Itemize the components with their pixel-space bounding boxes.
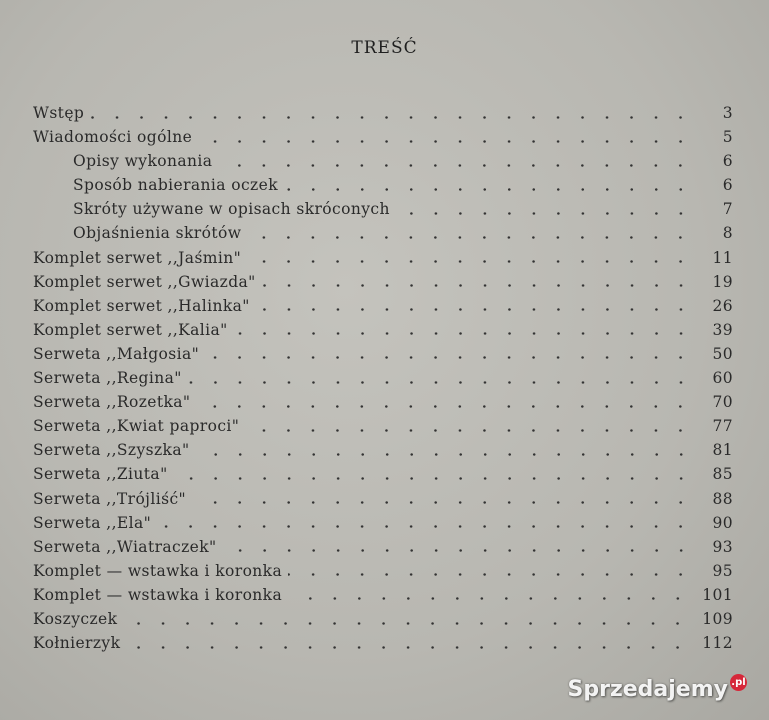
toc-entry [33, 511, 733, 535]
toc-entry [33, 221, 733, 245]
toc-entry-title: Serweta ,,Rozetka" [33, 393, 191, 412]
toc-entry-page: 26 [712, 296, 733, 315]
toc-entry [33, 197, 733, 221]
dot-leader [223, 549, 693, 552]
toc-entry [33, 342, 733, 366]
toc-entry-title: Opisy wykonania [73, 152, 213, 171]
toc-entry-page: 11 [712, 248, 733, 267]
toc-entry-page: 8 [722, 224, 733, 243]
toc-entry-page: 90 [712, 513, 733, 532]
page-title: TREŚĆ [351, 38, 418, 58]
toc-entry-page: 3 [722, 104, 733, 122]
toc-entry-page: 93 [712, 537, 733, 556]
toc-entry-title: Komplet — wstawka i koronka [33, 585, 283, 604]
toc-entry-page: 7 [722, 200, 733, 219]
dot-leader [188, 381, 693, 384]
toc-entry-title: Objaśnienia skrótów [73, 224, 242, 243]
toc-entry-title: Wiadomości ogólne [33, 128, 193, 147]
dot-leader [256, 308, 693, 311]
toc-entry [33, 125, 733, 149]
toc-entry-title: Sposób nabierania oczek [73, 176, 278, 195]
dot-leader [288, 573, 693, 576]
toc-entry [33, 631, 733, 655]
toc-entry [33, 607, 733, 631]
toc-entry-title: Serweta ,,Regina" [33, 369, 182, 388]
toc-entry-title: Serweta ,,Wiatraczek" [33, 537, 217, 556]
toc-entry-title: Wstęp [33, 104, 85, 122]
dot-leader [198, 140, 693, 143]
toc-entry-title: Skróty używane w opisach skróconych [73, 200, 390, 219]
dot-leader [262, 284, 693, 287]
watermark-logo [568, 677, 748, 702]
toc-entry [33, 246, 733, 270]
toc-entry-page: 77 [712, 417, 733, 436]
dot-leader [174, 477, 693, 480]
toc-entry [33, 390, 733, 414]
toc-entry-page: 101 [702, 585, 733, 604]
toc-entry [33, 438, 733, 462]
toc-entry [33, 294, 733, 318]
toc-entry-title: Komplet serwet ,,Kalia" [33, 320, 228, 339]
toc-entry-title: Serweta ,,Trójliść" [33, 489, 187, 508]
toc-entry-page: 39 [712, 320, 733, 339]
dot-leader [245, 429, 693, 432]
toc-entry-page: 112 [702, 634, 733, 653]
dot-leader [284, 188, 693, 191]
toc-entry-title: Serweta ,,Ziuta" [33, 465, 168, 484]
toc-entry-title: Serweta ,,Ela" [33, 513, 152, 532]
toc-entry [33, 414, 733, 438]
dot-leader [90, 116, 693, 119]
toc-entry [33, 366, 733, 390]
toc-entry-title: Koszyczek [33, 609, 118, 628]
toc-entry-page: 95 [712, 561, 733, 580]
toc-entry-title: Kołnierzyk [33, 634, 121, 653]
toc-entry-title: Komplet serwet ,,Gwiazda" [33, 272, 256, 291]
toc-entry-page: 6 [722, 176, 733, 195]
toc-entry [33, 270, 733, 294]
toc-entry-page: 70 [712, 393, 733, 412]
toc-entry-page: 88 [712, 489, 733, 508]
toc-entry [33, 559, 733, 583]
toc-entry-page: 81 [712, 441, 733, 460]
toc-entry [33, 462, 733, 486]
toc-entry-title: Serweta ,,Małgosia" [33, 344, 200, 363]
dot-leader [196, 453, 693, 456]
toc-entry [33, 583, 733, 607]
toc-entry [33, 101, 733, 125]
dot-leader [126, 646, 690, 649]
dot-leader [247, 236, 693, 239]
toc-entry-page: 109 [702, 609, 733, 628]
toc-entry-page: 50 [712, 344, 733, 363]
dot-leader [247, 260, 693, 263]
toc-entry-title: Serweta ,,Szyszka" [33, 441, 190, 460]
dot-leader [218, 164, 693, 167]
toc-entry-title: Komplet — wstawka i koronka [33, 561, 283, 580]
toc-entry-page: 60 [712, 369, 733, 388]
dot-leader [123, 622, 690, 625]
toc-entry [33, 318, 733, 342]
toc-entry-title: Serweta ,,Kwiat paproci" [33, 417, 240, 436]
toc-entry [33, 173, 733, 197]
toc-entry-page: 5 [722, 128, 733, 147]
toc-entry-title: Komplet serwet ,,Halinka" [33, 296, 250, 315]
table-of-contents [33, 101, 733, 655]
dot-leader [196, 405, 693, 408]
dot-leader [288, 597, 690, 600]
toc-entry [33, 535, 733, 559]
toc-entry-page: 6 [722, 152, 733, 171]
toc-entry [33, 149, 733, 173]
dot-leader [234, 332, 693, 335]
dot-leader [396, 212, 693, 215]
dot-leader [205, 356, 693, 359]
dot-leader [192, 501, 693, 504]
watermark-text: Sprzedajemy [567, 677, 728, 702]
toc-entry-title: Komplet serwet ,,Jaśmin" [33, 248, 242, 267]
dot-leader [157, 525, 693, 528]
watermark-badge: .pl [730, 674, 747, 691]
toc-entry-page: 85 [712, 465, 733, 484]
toc-entry [33, 487, 733, 511]
toc-entry-page: 19 [712, 272, 733, 291]
